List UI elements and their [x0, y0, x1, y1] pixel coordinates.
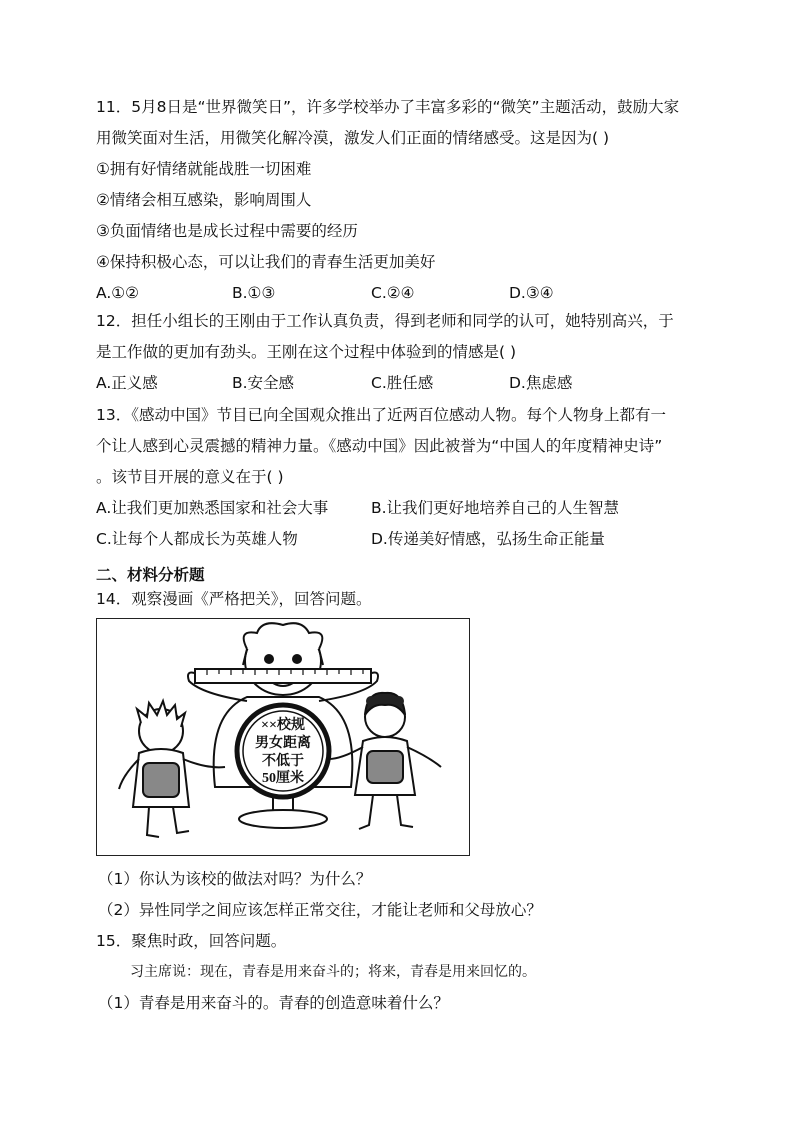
q11-item-1: ①拥有好情绪就能战胜一切困难	[96, 160, 312, 178]
q11-stem-line2: 用微笑面对生活，用微笑化解冷漠，激发人们正面的情绪感受。这是因为( )	[96, 129, 610, 147]
q13-option-d: D.传递美好情感，弘扬生命正能量	[371, 530, 605, 548]
q11-item-2: ②情绪会相互感染，影响周围人	[96, 191, 312, 209]
sign-line-1: ××校规	[261, 718, 305, 733]
sign-line-4: 50厘米	[262, 771, 304, 786]
q11-option-c: C.②④	[371, 284, 415, 302]
cartoon-strict-check	[96, 618, 470, 856]
q14-sub1: （1）你认为该校的做法对吗？为什么？	[98, 870, 372, 888]
q11-item-3: ③负面情绪也是成长过程中需要的经历	[96, 222, 358, 240]
q12-stem-line2: 是工作做的更加有劲头。王刚在这个过程中体验到的情感是( )	[96, 343, 517, 361]
q13-stem-line3: 。该节目开展的意义在于( )	[96, 468, 284, 486]
q15-stem: 15．聚焦时政，回答问题。	[96, 932, 287, 950]
q12-option-b: B.安全感	[232, 374, 295, 392]
q12-option-c: C.胜任感	[371, 374, 434, 392]
q13-option-a: A.让我们更加熟悉国家和社会大事	[96, 499, 329, 517]
q11-stem-line1: 11．5月8日是“世界微笑日”，许多学校举办了丰富多彩的“微笑”主题活动，鼓励大家	[96, 98, 680, 116]
q13-stem-line1: 13．《感动中国》节目已向全国观众推出了近两百位感动人物。每个人物身上都有一	[96, 406, 666, 424]
q11-option-d: D.③④	[509, 284, 554, 302]
q13-stem-line2: 个让人感到心灵震撼的精神力量。《感动中国》因此被誉为“中国人的年度精神史诗”	[96, 437, 663, 455]
q15-sub1: （1）青春是用来奋斗的。青春的创造意味着什么？	[98, 994, 449, 1012]
q11-option-a: A.①②	[96, 284, 140, 302]
q11-item-4: ④保持积极心态，可以让我们的青春生活更加美好	[96, 253, 436, 271]
q13-option-b: B.让我们更好地培养自己的人生智慧	[371, 499, 620, 517]
q11-option-b: B.①③	[232, 284, 276, 302]
q13-option-c: C.让每个人都成长为英雄人物	[96, 530, 298, 548]
section-heading: 二、材料分析题	[96, 566, 205, 584]
sign-line-3: 不低于	[262, 754, 304, 769]
q15-quote: 习主席说：现在，青春是用来奋斗的；将来，青春是用来回忆的。	[130, 964, 536, 980]
sign-line-2: 男女距离	[255, 736, 311, 751]
q14-sub2: （2）异性同学之间应该怎样正常交往，才能让老师和父母放心？	[98, 901, 542, 919]
q12-stem-line1: 12．担任小组长的王刚由于工作认真负责，得到老师和同学的认可，她特别高兴，于	[96, 312, 674, 330]
q12-option-d: D.焦虑感	[509, 374, 573, 392]
cartoon-illustration	[97, 619, 469, 855]
q14-stem: 14．观察漫画《严格把关》，回答问题。	[96, 590, 372, 608]
q12-option-a: A.正义感	[96, 374, 158, 392]
